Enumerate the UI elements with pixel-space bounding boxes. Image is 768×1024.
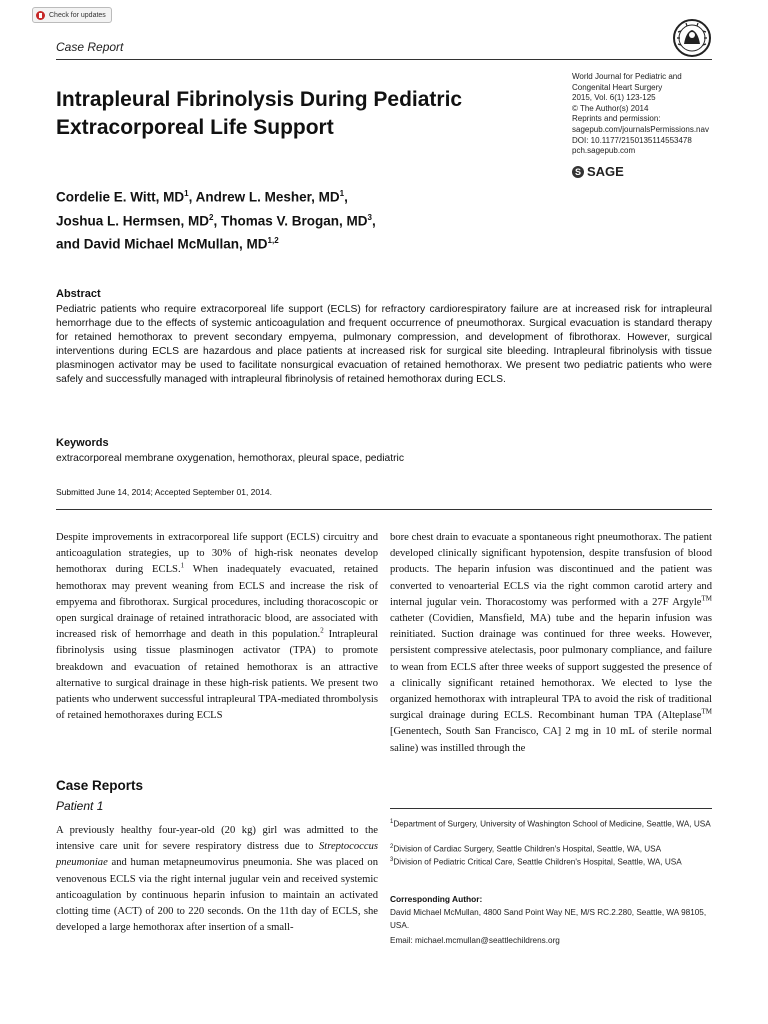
sage-emblem-icon: S <box>572 166 584 178</box>
author-affiliation: 1 <box>184 189 189 198</box>
publisher-logo <box>572 164 624 179</box>
abstract-heading: Abstract <box>56 288 101 300</box>
intro-text: Intrapleural fibrinolysis using tissue plasminogen activator (TPA) to promote breakdown and evacuation of retained hemothorax is an attractive alternative to surgical drainage in these high-risk patients. We present two patients who underwent successful intrapleural TPA-mediated thrombolysis of retained hemothoraxes during ECLS <box>56 629 379 722</box>
author-name: Joshua L. Hermsen, MD <box>56 213 210 228</box>
journal-info-line: Reprints and permission: <box>572 114 661 124</box>
footnote-text: Division of Pediatric Critical Care, Seattle Children's Hospital, Seattle, WA, USA <box>393 857 682 867</box>
intro-text: When inadequately evacuated, retained hemothorax may prevent weaning from ECLS and increase the risk of empyema and fibrothorax. Surgical procedures, including thoracoscopic or open surgical drainage of retained intrathoracic blood, are associated with increased risk of hemorrhage and death in this population. <box>56 564 378 641</box>
footnote-number: 2 <box>390 844 394 850</box>
check-for-updates-label: Check for updates <box>49 11 106 19</box>
journal-info-line: 2015, Vol. 6(1) 123-125 <box>572 93 656 103</box>
header-divider <box>56 59 712 60</box>
journal-website-link[interactable]: pch.sagepub.com <box>572 146 636 156</box>
intro-text: Despite improvements in extracorporeal life support (ECLS) circuitry and anticoagulation strategies, up to 30% of high-risk neonates develop hemothorax during ECLS. <box>56 532 378 576</box>
submission-dates: Submitted June 14, 2014; Accepted September 01, 2014. <box>56 487 272 497</box>
check-for-updates-badge[interactable] <box>32 7 112 23</box>
author-name: Cordelie E. Witt, MD <box>56 189 185 205</box>
journal-info-line: © The Author(s) 2014 <box>572 103 649 113</box>
patient-text: [Genentech, South San Francisco, CA] 2 mg in 10 mL of sterile normal saline) was instilled through the <box>390 726 712 754</box>
case-reports-heading: Case Reports <box>56 778 144 793</box>
trademark-mark: TM <box>701 707 712 716</box>
abstract-divider <box>56 509 712 510</box>
bookmark-icon <box>36 11 45 20</box>
footnote-text: Division of Cardiac Surgery, Seattle Children's Hospital, Seattle, WA, USA <box>393 844 662 854</box>
author-affiliation: 2 <box>209 212 214 222</box>
patient-text: and human metapneumovirus pneumonia. She was placed on venovenous ECLS via the right internal jugular vein and received systemic anticoagulation by continuous heparin infusion to maintain an activated clotting time (ACT) of 200 to 220 seconds. On the 11th day of ECLS, she developed a large hemothorax after insertion of a small- <box>56 857 378 934</box>
patient-text: A previously healthy four-year-old (20 kg) girl was admitted to the intensive care unit for severe respiratory distress due to <box>56 825 378 853</box>
patient-text: bore chest drain to evacuate a spontaneous right pneumothorax. The patient developed clinically significant hypotension, despite transfusion of blood products. The heparin infusion was discontinued and the patient was converted to venoarterial ECLS via the right common carotid artery and internal jugular vein. Thoracostomy was performed with a 27F Argyle <box>390 532 712 608</box>
journal-info-line: World Journal for Pediatric and <box>572 72 682 81</box>
corresponding-author-heading: Corresponding Author: <box>390 894 483 904</box>
organism-name: Streptococcus pneumoniae <box>56 841 378 869</box>
author-name: David Michael McMullan, MD <box>83 236 268 252</box>
author-affiliation: 3 <box>367 212 372 222</box>
footnote-divider <box>390 808 712 809</box>
abstract-text: Pediatric patients who require extracorporeal life support (ECLS) for refractory cardiorespiratory failure are at increased risk for intrapleural hemorrhage due to the effects of systemic anticoagulation and frequent occurrence of pneumothorax. Surgical evacuation is standard therapy for retained hemothorax to prevent secondary empyema, pulmonary compression, and development of fibrothorax. However, surgical interventions during ECLS are hazardous and place patients at increased risk for surgical site bleeding. Intrapleural fibrinolysis with tissue plasminogen activator may be used to facilitate nonsurgical evacuation of retained hemothorax. We present two pediatric patients who were safely and successfully managed with intrapleural fibrinolysis of retained hemothorax during ECLS. <box>56 304 712 386</box>
footnote-number: 3 <box>390 857 394 863</box>
reference-marker[interactable]: 2 <box>320 626 324 635</box>
journal-info <box>572 72 732 157</box>
footnote-text: Department of Surgery, University of Washington School of Medicine, Seattle, WA, USA <box>393 819 711 829</box>
patient-1-heading: Patient 1 <box>56 799 104 813</box>
author-name: Thomas V. Brogan, MD <box>221 213 368 228</box>
patient-1-continued-paragraph <box>390 530 712 757</box>
keywords-text: extracorporeal membrane oxygenation, hemothorax, pleural space, pediatric <box>56 453 404 464</box>
trademark-mark: TM <box>701 594 712 603</box>
affiliation-footnote <box>390 854 712 869</box>
journal-info-line: Congenital Heart Surgery <box>572 82 663 92</box>
author-affiliation: 1 <box>339 189 345 198</box>
keywords-heading: Keywords <box>56 437 109 449</box>
patient-text: catheter (Covidien, Mansfield, MA) tube and the heparin infusion was reinitiated. Suction drainage was continued for three weeks. However, persistent compressive atelectasis, poor pulmonary compliance, and failure to wean from ECLS after three weeks of support suggested the presence of a clinically significant retained hemothorax. We elected to lyse the organized hemothorax with intrapleural TPA to avoid the risk of traditional surgical drainage during ECLS. Recombinant human TPA (Alteplase <box>390 613 712 722</box>
permissions-link[interactable]: sagepub.com/journalsPermissions.nav <box>572 124 709 134</box>
publisher-name: SAGE <box>587 164 624 179</box>
author-name: Andrew L. Mesher, MD <box>195 189 340 205</box>
doi-link[interactable]: DOI: 10.1177/2150135114553478 <box>572 135 692 145</box>
footnote-number: 1 <box>390 819 394 825</box>
journal-logo-icon <box>672 18 712 58</box>
corresponding-author-email[interactable]: Email: michael.mcmullan@seattlechildrens.org <box>390 936 560 945</box>
author-affiliation: 1,2 <box>267 236 279 245</box>
intro-paragraph <box>56 530 378 724</box>
patient-1-paragraph <box>56 823 378 936</box>
reference-marker[interactable]: 1 <box>180 561 185 570</box>
article-type: Case Report <box>56 40 124 54</box>
affiliation-footnote <box>390 816 712 831</box>
article-title: Intrapleural Fibrinolysis During Pediatric Extracorporeal Life Support <box>56 88 463 139</box>
corresponding-author-address: David Michael McMullan, 4800 Sand Point Way NE, M/S RC.2.280, Seattle, WA 98105, USA. <box>390 908 707 930</box>
author-list: Cordelie E. Witt, $MD^1$, Andrew L. Mesher, $MD^1$, Joshua L. Hermsen, $MD^2$, Thomas V. Brogan, $MD^3$, and David Michael McMullan, MD$^{1,2}$ <box>56 189 376 252</box>
